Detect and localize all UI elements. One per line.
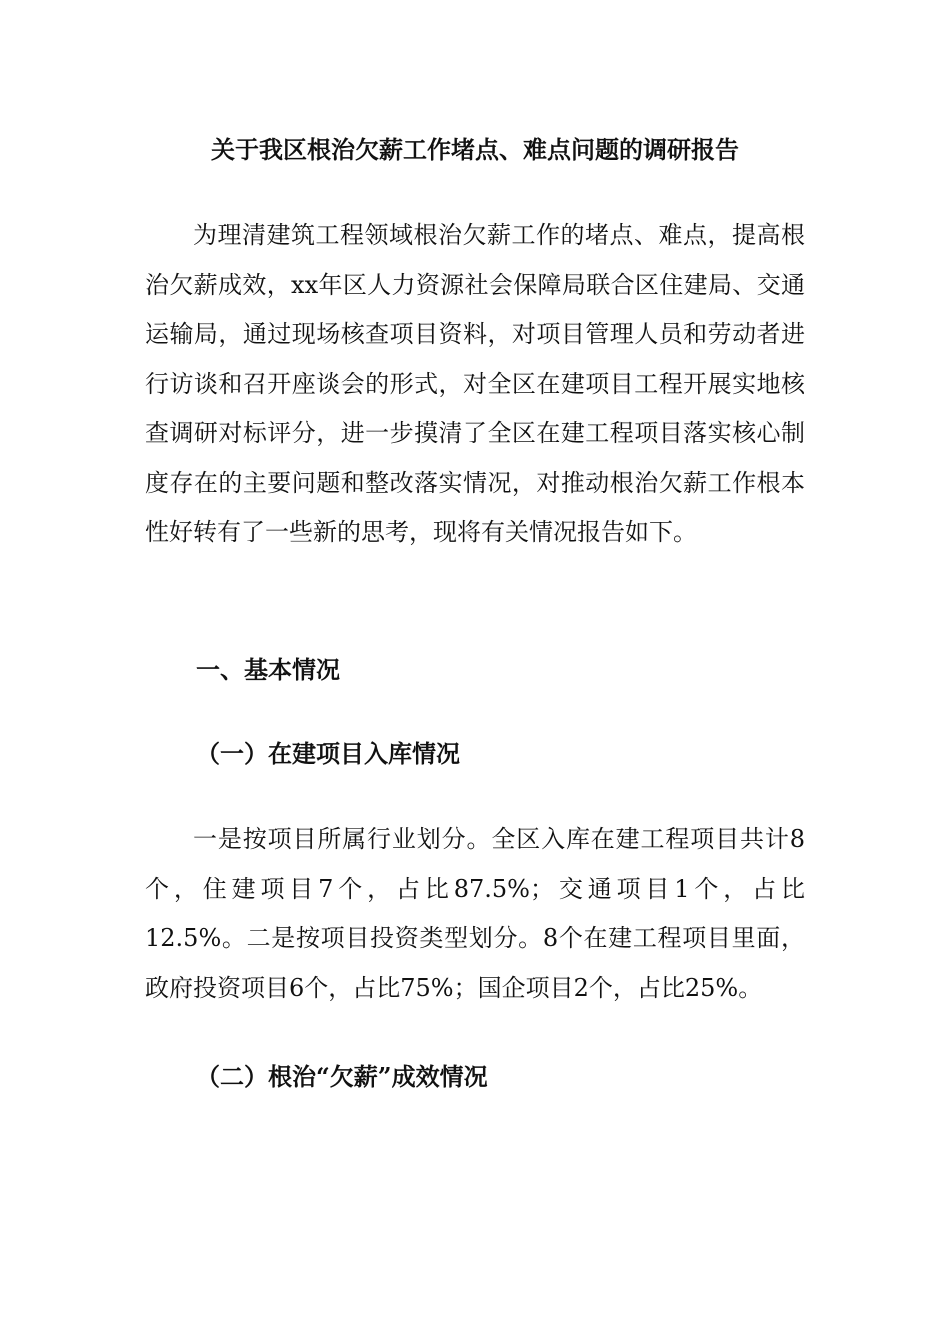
section-heading-basic-situation: 一、基本情况: [196, 655, 340, 684]
intro-paragraph: 为理清建筑工程领域根治欠薪工作的堵点、难点，提高根治欠薪成效，xx年区人力资源社会保障局联合区住建局、交通运输局，通过现场核查项目资料，对项目管理人员和劳动者进行访谈和召开座谈会的形式，对全区在建项目工程开展实地核查调研对标评分，进一步摸清了全区在建工程项目落实核心制度存在的主要问题和整改落实情况，对推动根治欠薪工作根本性好转有了一些新的思考，现将有关情况报告如下。: [145, 221, 805, 546]
subsection-heading-wage-arrears-results: （二）根治“欠薪”成效情况: [196, 1062, 488, 1091]
subsection-heading-project-registration: （一）在建项目入库情况: [196, 739, 460, 768]
project-statistics-paragraph: 一是按项目所属行业划分。全区入库在建工程项目共计8个，住建项目7个，占比87.5%；交通项目1个，占比12.5%。二是按项目投资类型划分。8个在建工程项目里面，政府投资项目6个，占比75%；国企项目2个，占比25%。: [145, 825, 805, 1002]
document-title: 关于我区根治欠薪工作堵点、难点问题的调研报告: [211, 135, 739, 164]
